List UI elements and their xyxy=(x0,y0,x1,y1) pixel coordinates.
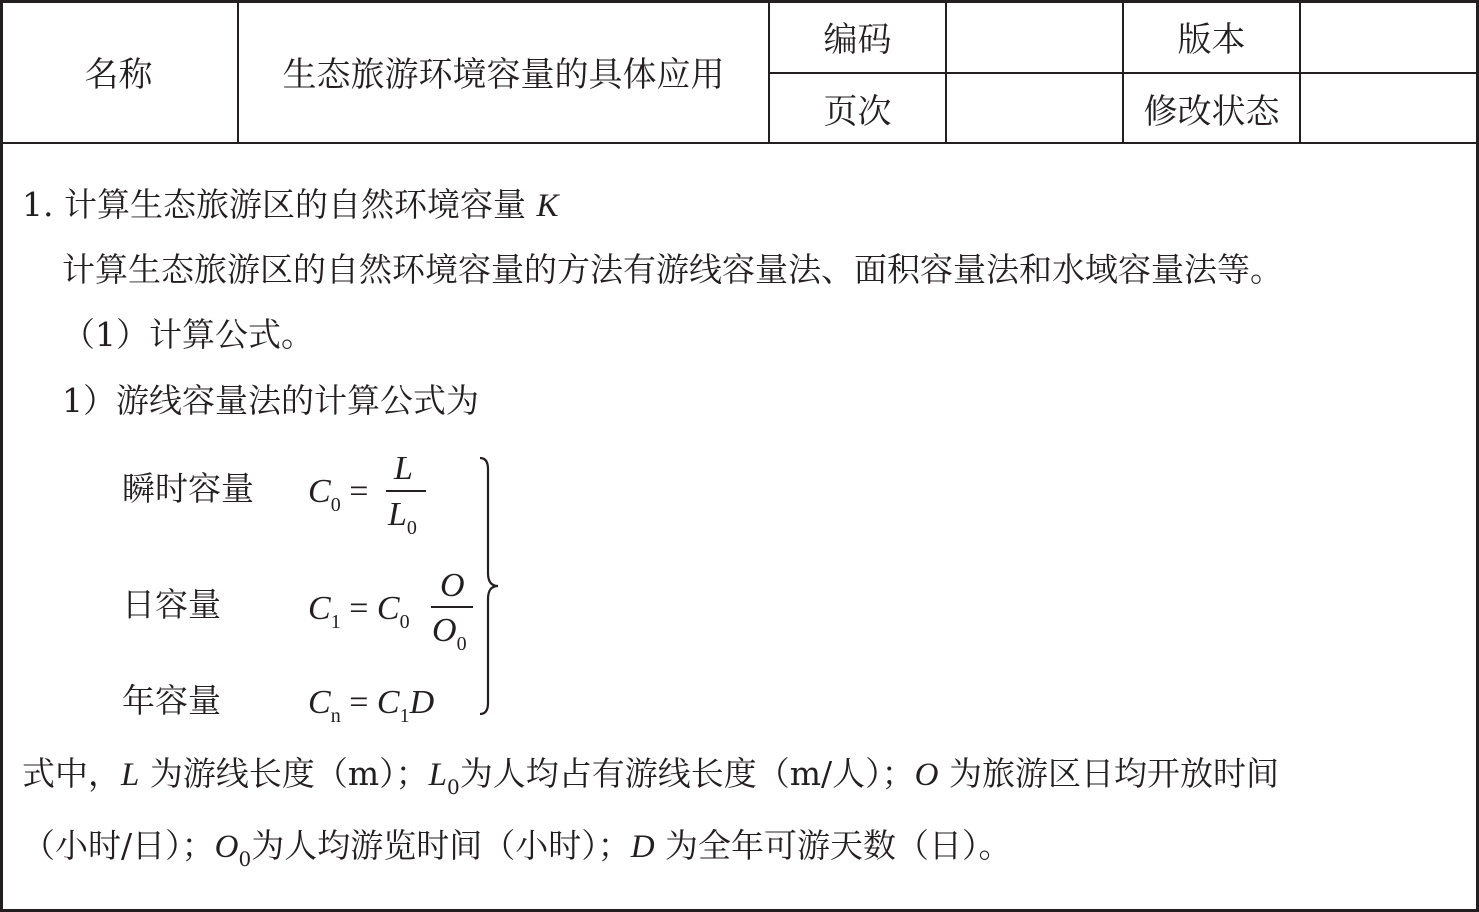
formula-instant-fraction-bar xyxy=(386,490,426,492)
header-bottom-rule xyxy=(0,142,1479,144)
formula-label-annual: 年容量 xyxy=(122,681,221,720)
note-line-1: 式中，L 为游线长度（m）；$L_0$为人均占有游线长度（m/人）；O 为旅游区日均开放时间 xyxy=(22,754,1280,799)
version-label: 版本 xyxy=(1177,19,1246,60)
name-value: 生态旅游环境容量的具体应用 xyxy=(282,54,725,95)
formula-annual: $C_n = C_1D$ xyxy=(308,684,435,727)
status-label: 修改状态 xyxy=(1143,91,1280,132)
formula-instant-lhs: $C_0$ = xyxy=(308,473,369,516)
page-label: 页次 xyxy=(823,91,892,132)
formula-instant-numerator: L xyxy=(394,450,413,487)
version-value xyxy=(1301,0,1476,72)
subsection-1: （1）计算公式。 xyxy=(62,315,314,354)
subsection-1-1: 1）游线容量法的计算公式为 xyxy=(62,381,479,420)
formula-label-instant: 瞬时容量 xyxy=(122,469,254,508)
code-label: 编码 xyxy=(823,19,892,60)
formula-instant-denominator: $L_0$ xyxy=(388,496,417,539)
page-value xyxy=(947,74,1122,142)
status-value xyxy=(1301,74,1476,142)
intro-paragraph: 计算生态旅游区的自然环境容量的方法有游线容量法、面积容量法和水域容量法等。 xyxy=(62,250,1283,289)
section-heading: 1. 计算生态旅游区的自然环境容量 K xyxy=(22,185,559,224)
formula-daily-numerator: O xyxy=(440,567,465,604)
formula-daily-denominator: $O_0$ xyxy=(432,612,467,655)
formula-label-daily: 日容量 xyxy=(122,585,221,624)
formula-daily-lhs: $C_1 = C_0$ xyxy=(308,590,410,633)
right-brace xyxy=(474,455,504,717)
code-value xyxy=(947,0,1122,72)
name-label: 名称 xyxy=(84,54,153,95)
formula-daily-fraction-bar xyxy=(431,606,473,608)
note-line-2: （小时/日）；$O_0$为人均游览时间（小时）；D 为全年可游天数（日）。 xyxy=(22,826,1012,871)
